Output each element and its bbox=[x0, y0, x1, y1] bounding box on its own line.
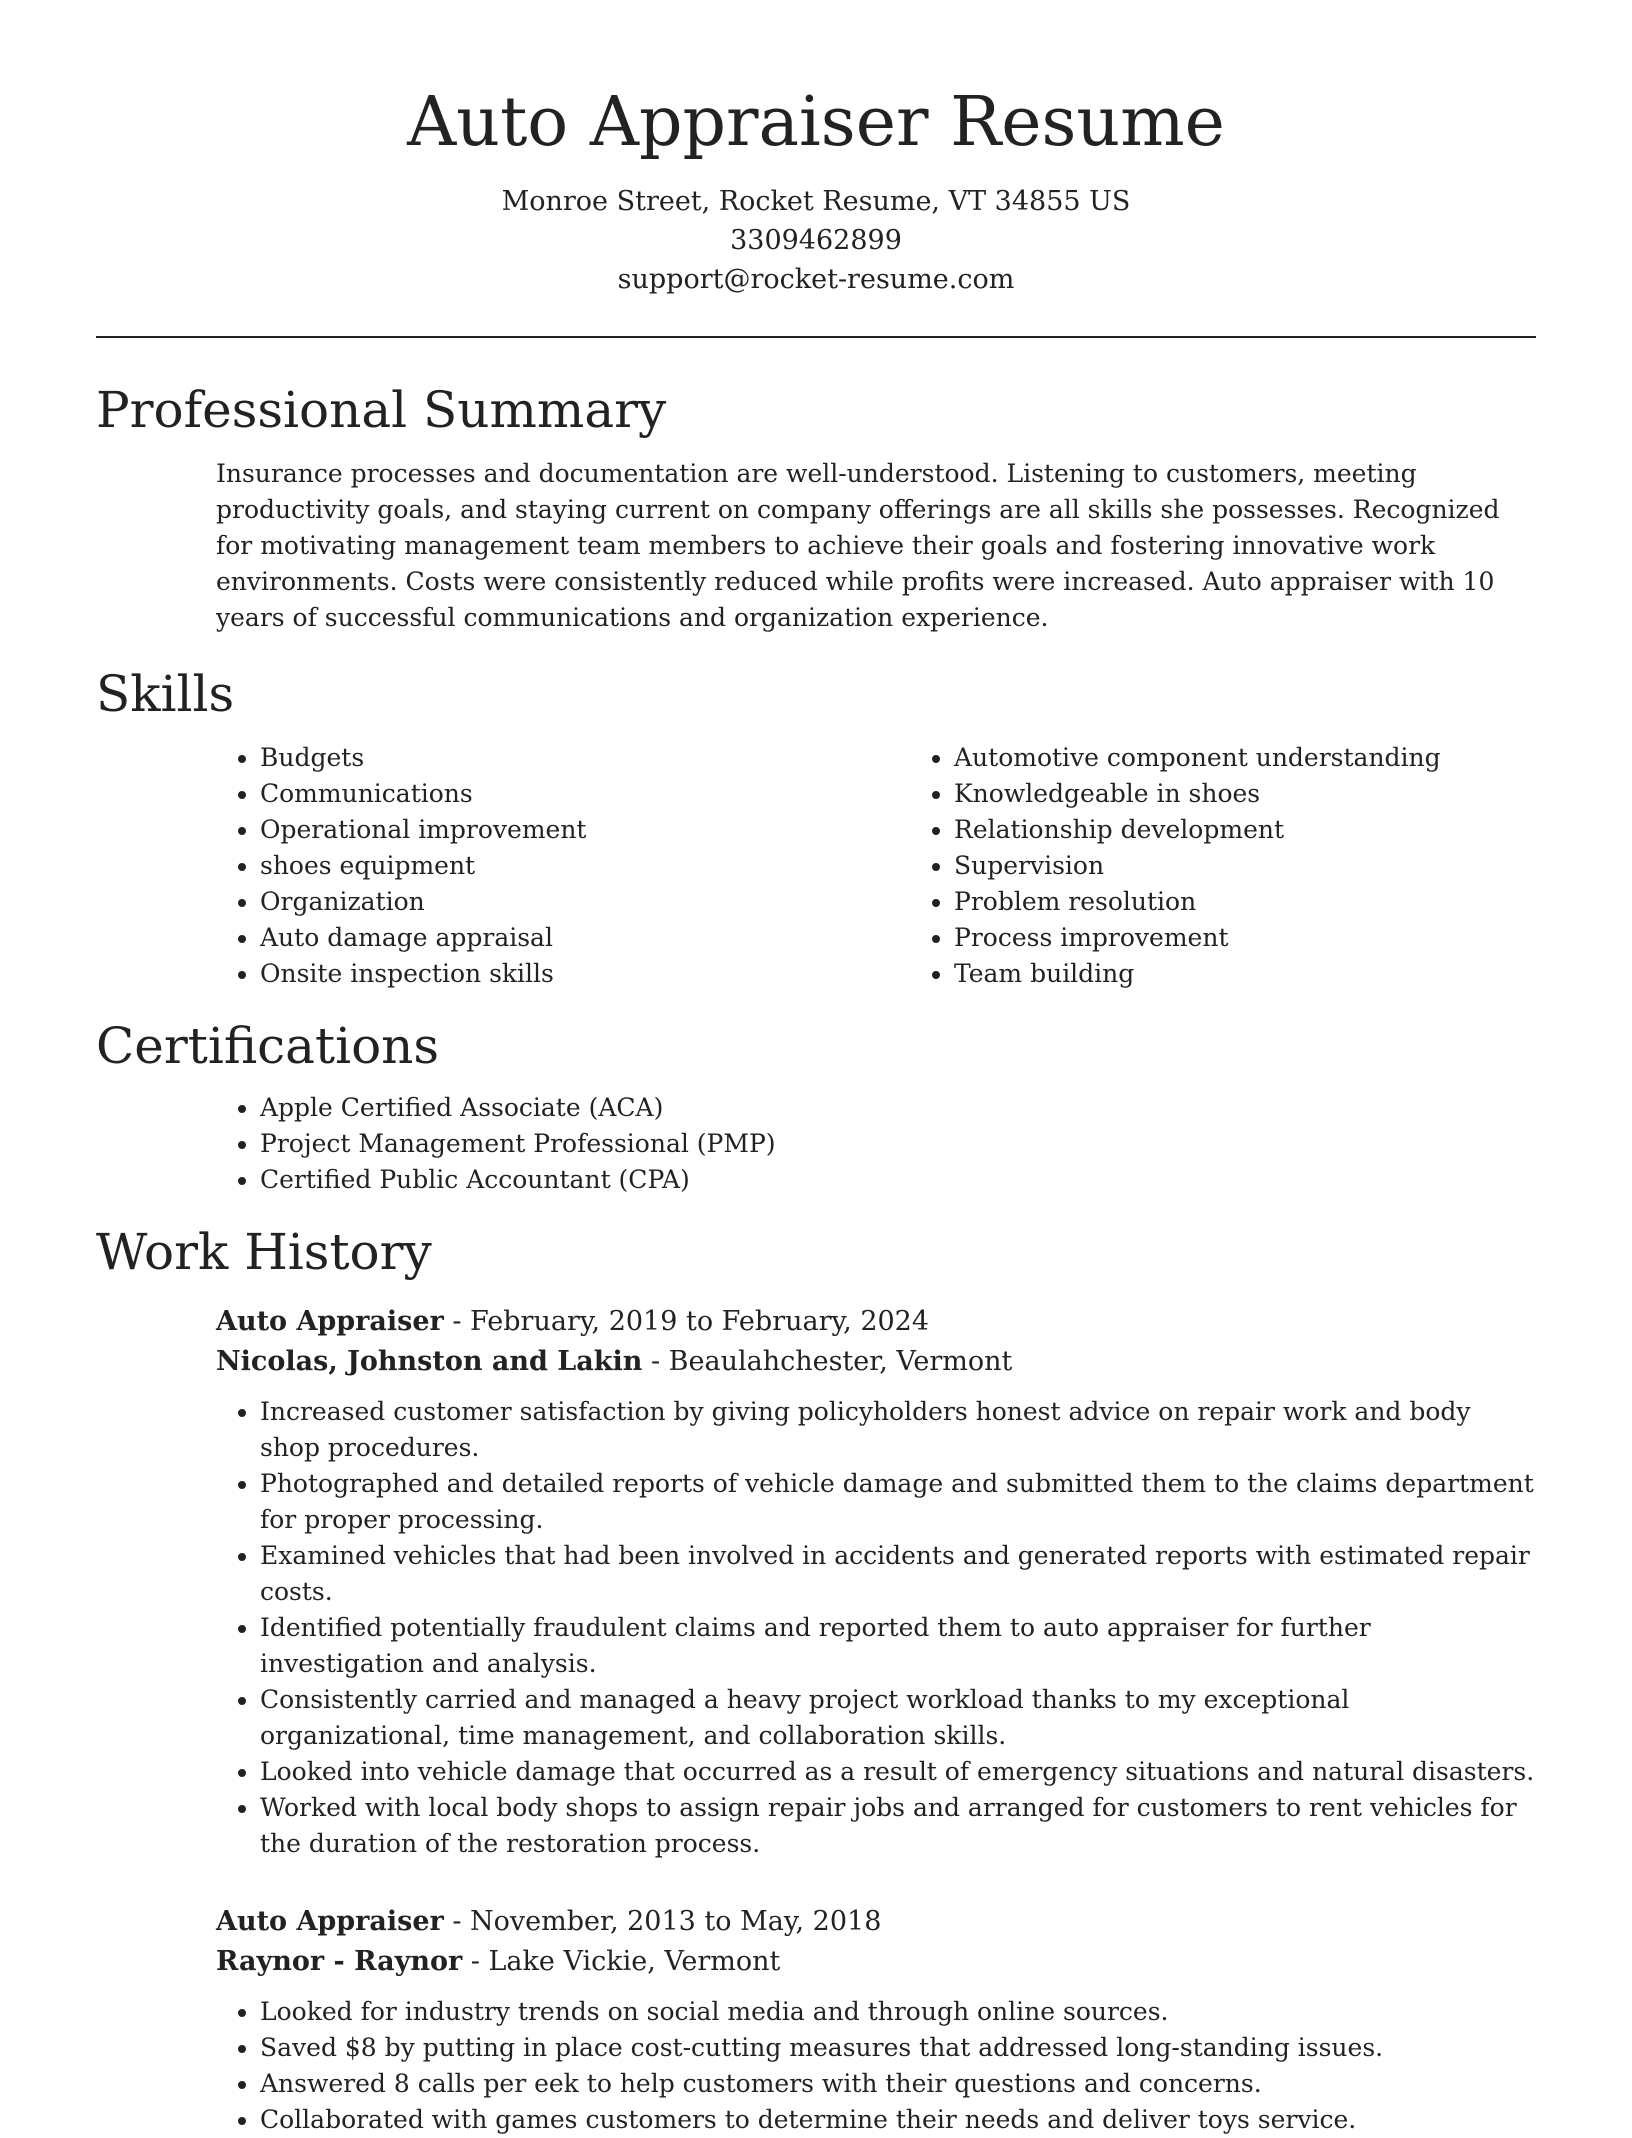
job-dates: - November, 2013 to May, 2018 bbox=[443, 1905, 882, 1937]
job-bullet: • Examined vehicles that had been involved in accidents and generated reports with estimated repair costs. bbox=[260, 1538, 1536, 1610]
skills-heading: Skills bbox=[96, 664, 235, 723]
skill-item: • Operational improvement bbox=[260, 812, 910, 848]
resume-header bbox=[96, 0, 1536, 299]
job-bullet: • Identified potentially fraudulent claims and reported them to auto appraiser for further investigation and analysis. bbox=[260, 1610, 1536, 1682]
job-company: Nicolas, Johnston and Lakin bbox=[216, 1345, 643, 1377]
certifications-section bbox=[96, 1016, 1536, 1198]
skill-item: • Supervision bbox=[954, 848, 1604, 884]
summary-heading: Professional Summary bbox=[96, 380, 667, 439]
job-company-line bbox=[216, 1342, 1536, 1382]
skills-right-list bbox=[910, 740, 1604, 992]
job-title-line bbox=[216, 1902, 1536, 1942]
job-title-line bbox=[216, 1302, 1536, 1342]
resume-title: Auto Appraiser Resume bbox=[407, 83, 1225, 162]
job-entry bbox=[216, 1302, 1536, 1862]
job-bullet: • Collaborated with games customers to determine their needs and deliver toys service. bbox=[260, 2102, 1536, 2138]
skill-item: • Budgets bbox=[260, 740, 910, 776]
contact-phone: 3309462899 bbox=[730, 224, 902, 256]
job-bullet: • Consistently carried and managed a heavy project workload thanks to my exceptional organizational, time management, and collaboration skills. bbox=[260, 1682, 1536, 1754]
job-company: Raynor - Raynor bbox=[216, 1945, 463, 1977]
skill-item: • Team building bbox=[954, 956, 1604, 992]
skills-section bbox=[96, 664, 1536, 992]
certification-item: • Apple Certified Associate (ACA) bbox=[260, 1090, 1536, 1126]
job-location: - Lake Vickie, Vermont bbox=[462, 1945, 781, 1977]
job-bullet: • Looked into vehicle damage that occurred as a result of emergency situations and natural disasters. bbox=[260, 1754, 1536, 1790]
job-title: Auto Appraiser bbox=[216, 1305, 444, 1337]
skill-item: • Organization bbox=[260, 884, 910, 920]
skill-item: • Knowledgeable in shoes bbox=[954, 776, 1604, 812]
job-company-line bbox=[216, 1942, 1536, 1982]
skill-item: • Automotive component understanding bbox=[954, 740, 1604, 776]
job-bullet: • Saved $8 by putting in place cost-cutting measures that addressed long-standing issues. bbox=[260, 2030, 1536, 2066]
job-bullet: • Looked for industry trends on social media and through online sources. bbox=[260, 1994, 1536, 2030]
work-history-heading: Work History bbox=[96, 1222, 432, 1281]
job-bullet: • Worked with local body shops to assign repair jobs and arranged for customers to rent vehicles for the duration of the restoration process. bbox=[260, 1790, 1536, 1862]
skill-item: • Process improvement bbox=[954, 920, 1604, 956]
certifications-heading: Certifications bbox=[96, 1016, 440, 1075]
job-title: Auto Appraiser bbox=[216, 1905, 444, 1937]
skill-item: • Communications bbox=[260, 776, 910, 812]
skill-item: • Auto damage appraisal bbox=[260, 920, 910, 956]
job-location: - Beaulahchester, Vermont bbox=[642, 1345, 1013, 1377]
job-bullets bbox=[216, 1394, 1536, 1862]
summary-section bbox=[96, 380, 1536, 636]
job-bullet: • Increased customer satisfaction by giving policyholders honest advice on repair work and body shop procedures. bbox=[260, 1394, 1536, 1466]
skills-left-list bbox=[216, 740, 910, 992]
summary-text: Insurance processes and documentation are well-understood. Listening to customers, meeting productivity goals, and staying current on company offerings are all skills she possesses. Recognized for motivating management team members to achieve their goals and fostering innovative work environments. Costs were consistently reduced while profits were increased. Auto appraiser with 10 years of successful communications and organization experience. bbox=[216, 458, 1500, 632]
job-entry bbox=[216, 1902, 1536, 2138]
certification-item: • Certified Public Accountant (CPA) bbox=[260, 1162, 1536, 1198]
skill-item: • Onsite inspection skills bbox=[260, 956, 910, 992]
skill-item: • Relationship development bbox=[954, 812, 1604, 848]
skill-item: • Problem resolution bbox=[954, 884, 1604, 920]
job-bullets bbox=[216, 1994, 1536, 2138]
contact-email: support@rocket-resume.com bbox=[617, 263, 1015, 295]
contact-address: Monroe Street, Rocket Resume, VT 34855 US bbox=[501, 185, 1131, 217]
skills-grid bbox=[216, 740, 1536, 992]
skill-item: • shoes equipment bbox=[260, 848, 910, 884]
job-bullet: • Answered 8 calls per eek to help customers with their questions and concerns. bbox=[260, 2066, 1536, 2102]
job-dates: - February, 2019 to February, 2024 bbox=[443, 1305, 930, 1337]
certification-item: • Project Management Professional (PMP) bbox=[260, 1126, 1536, 1162]
job-bullet: • Photographed and detailed reports of vehicle damage and submitted them to the claims department for proper processing. bbox=[260, 1466, 1536, 1538]
header-divider bbox=[96, 336, 1536, 338]
certifications-list bbox=[216, 1090, 1536, 1198]
contact-block bbox=[96, 182, 1536, 299]
work-history-section bbox=[96, 1222, 1536, 2138]
